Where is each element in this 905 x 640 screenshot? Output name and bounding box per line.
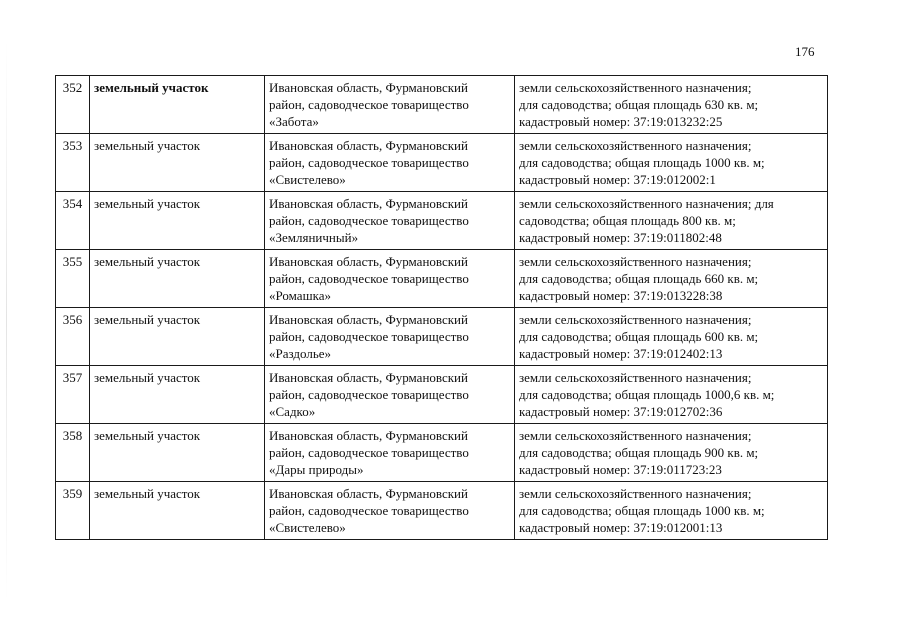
address-line: район, садоводческое товарищество (269, 329, 469, 344)
description-line: земли сельскохозяйственного назначения; (519, 312, 752, 327)
object-type-cell: земельный участок (90, 134, 265, 192)
row-number-cell: 355 (56, 250, 90, 308)
address-line: район, садоводческое товарищество (269, 97, 469, 112)
description-line: кадастровый номер: 37:19:013232:25 (519, 114, 723, 129)
row-number-cell: 356 (56, 308, 90, 366)
row-number-cell: 354 (56, 192, 90, 250)
address-cell (265, 250, 515, 308)
description-line: кадастровый номер: 37:19:011723:23 (519, 462, 722, 477)
description-line: для садоводства; общая площадь 1000,6 кв. м; (519, 387, 775, 402)
description-line: земли сельскохозяйственного назначения; (519, 138, 752, 153)
object-type-cell: земельный участок (90, 308, 265, 366)
address-line: «Раздолье» (269, 346, 332, 361)
description-line: земли сельскохозяйственного назначения; (519, 428, 752, 443)
address-cell (265, 308, 515, 366)
description-line: кадастровый номер: 37:19:012402:13 (519, 346, 723, 361)
address-line: «Ромашка» (269, 288, 331, 303)
table-row (56, 424, 828, 482)
row-number-cell: 358 (56, 424, 90, 482)
description-line: земли сельскохозяйственного назначения; (519, 254, 752, 269)
description-line: для садоводства; общая площадь 900 кв. м; (519, 445, 759, 460)
description-cell (515, 482, 828, 540)
table-row (56, 76, 828, 134)
table-row (56, 366, 828, 424)
object-type-cell: земельный участок (90, 250, 265, 308)
address-line: район, садоводческое товарищество (269, 155, 469, 170)
table-row (56, 308, 828, 366)
scan-edge-shadow (6, 40, 7, 600)
description-line: кадастровый номер: 37:19:013228:38 (519, 288, 723, 303)
land-plot-registry-table (55, 75, 828, 540)
object-type-cell: земельный участок (90, 192, 265, 250)
table-row (56, 250, 828, 308)
object-type-cell: земельный участок (90, 482, 265, 540)
address-line: район, садоводческое товарищество (269, 213, 469, 228)
description-cell (515, 134, 828, 192)
object-type-cell: земельный участок (90, 76, 265, 134)
description-cell (515, 424, 828, 482)
address-line: Ивановская область, Фурмановский (269, 138, 468, 153)
address-line: «Земляничный» (269, 230, 359, 245)
description-line: кадастровый номер: 37:19:012002:1 (519, 172, 716, 187)
description-line: садоводства; общая площадь 800 кв. м; (519, 213, 736, 228)
address-line: «Свистелево» (269, 172, 346, 187)
address-line: «Дары природы» (269, 462, 364, 477)
description-line: для садоводства; общая площадь 660 кв. м; (519, 271, 759, 286)
table-row (56, 482, 828, 540)
row-number-cell: 352 (56, 76, 90, 134)
description-line: кадастровый номер: 37:19:011802:48 (519, 230, 722, 245)
address-line: Ивановская область, Фурмановский (269, 80, 468, 95)
description-cell (515, 366, 828, 424)
object-type-cell: земельный участок (90, 366, 265, 424)
address-line: Ивановская область, Фурмановский (269, 254, 468, 269)
page-number: 176 (795, 44, 815, 59)
description-cell (515, 192, 828, 250)
description-line: земли сельскохозяйственного назначения; для (519, 196, 774, 211)
address-line: «Садко» (269, 404, 316, 419)
address-line: «Забота» (269, 114, 319, 129)
description-cell (515, 308, 828, 366)
registry-table-body (56, 76, 828, 540)
address-cell (265, 76, 515, 134)
description-line: для садоводства; общая площадь 600 кв. м; (519, 329, 759, 344)
description-line: для садоводства; общая площадь 1000 кв. м; (519, 503, 765, 518)
address-line: Ивановская область, Фурмановский (269, 370, 468, 385)
address-cell (265, 482, 515, 540)
address-line: Ивановская область, Фурмановский (269, 312, 468, 327)
description-line: земли сельскохозяйственного назначения; (519, 486, 752, 501)
description-line: земли сельскохозяйственного назначения; (519, 370, 752, 385)
address-cell (265, 366, 515, 424)
description-line: для садоводства; общая площадь 630 кв. м; (519, 97, 759, 112)
address-line: район, садоводческое товарищество (269, 503, 469, 518)
row-number-cell: 357 (56, 366, 90, 424)
description-line: кадастровый номер: 37:19:012001:13 (519, 520, 723, 535)
table-row (56, 192, 828, 250)
description-line: кадастровый номер: 37:19:012702:36 (519, 404, 723, 419)
row-number-cell: 353 (56, 134, 90, 192)
address-line: район, садоводческое товарищество (269, 387, 469, 402)
address-cell (265, 192, 515, 250)
row-number-cell: 359 (56, 482, 90, 540)
address-cell (265, 134, 515, 192)
address-line: район, садоводческое товарищество (269, 445, 469, 460)
description-cell (515, 250, 828, 308)
address-line: район, садоводческое товарищество (269, 271, 469, 286)
table-row (56, 134, 828, 192)
address-cell (265, 424, 515, 482)
address-line: Ивановская область, Фурмановский (269, 196, 468, 211)
object-type-cell: земельный участок (90, 424, 265, 482)
description-line: для садоводства; общая площадь 1000 кв. м; (519, 155, 765, 170)
description-cell (515, 76, 828, 134)
address-line: Ивановская область, Фурмановский (269, 428, 468, 443)
address-line: «Свистелево» (269, 520, 346, 535)
address-line: Ивановская область, Фурмановский (269, 486, 468, 501)
description-line: земли сельскохозяйственного назначения; (519, 80, 752, 95)
